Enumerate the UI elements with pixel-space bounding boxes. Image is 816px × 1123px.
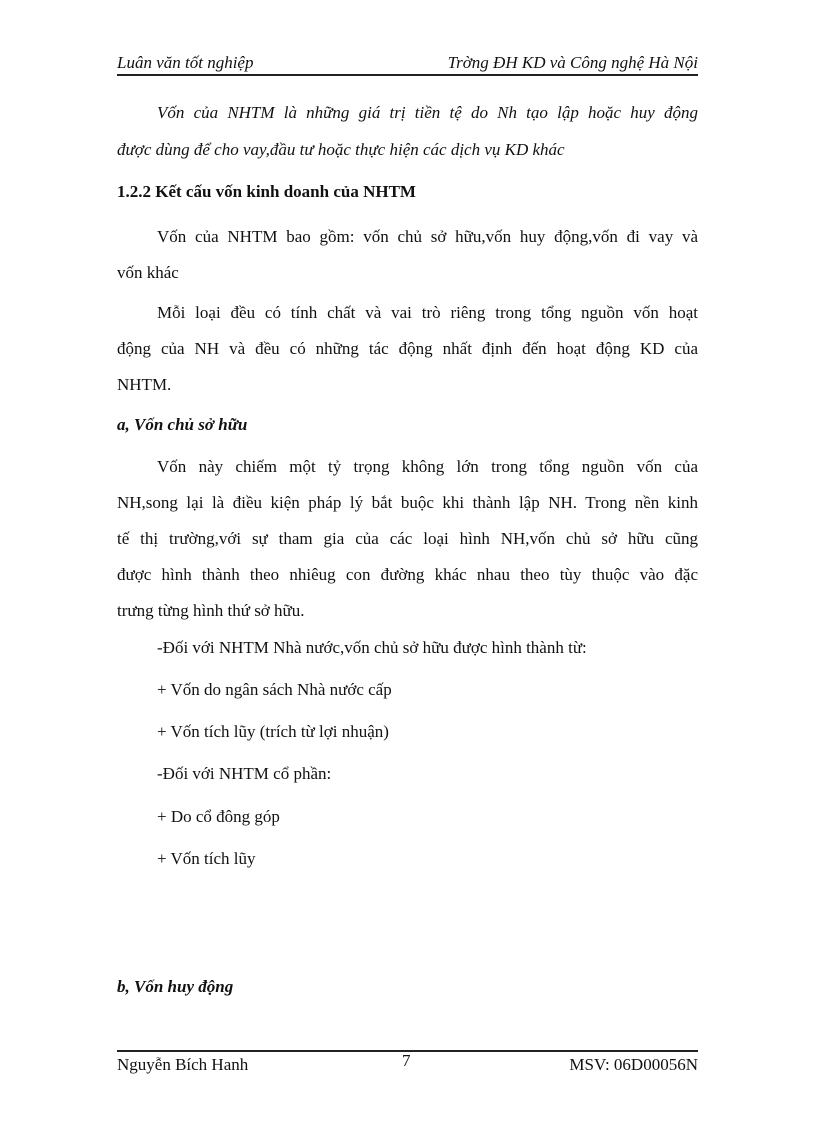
page-header	[117, 50, 698, 76]
footer-student-id: MSV: 06D00056N	[569, 1055, 698, 1074]
header-thesis-label: Luân văn tốt nghiệp	[117, 53, 254, 72]
header-university: Trờng ĐH KD và Công nghệ Hà Nội	[447, 53, 698, 72]
list-item-state-banks: -Đối với NHTM Nhà nước,vốn chủ sở hữu được hình thành từ:	[157, 638, 587, 657]
definition-line-1: Vốn của NHTM là những giá trị tiền tệ do Nh tạo lập hoặc huy động	[157, 103, 698, 122]
para1-line-1: Vốn của NHTM bao gồm: vốn chủ sở hữu,vốn huy động,vốn đi vay và	[157, 227, 698, 246]
para1-line-2: vốn khác	[117, 263, 179, 282]
list-item-accumulated: + Vốn tích lũy	[157, 849, 256, 868]
list-item-accumulated-profit: + Vốn tích lũy (trích từ lợi nhuận)	[157, 722, 389, 741]
subheading-b: b, Vốn huy động	[117, 977, 234, 996]
page-footer	[117, 1051, 698, 1077]
para2-line-1: Mỗi loại đều có tính chất và vai trò riêng trong tổng nguồn vốn hoạt	[157, 303, 698, 322]
definition-line-2: được dùng để cho vay,đầu tư hoặc thực hiện các dịch vụ KD khác	[117, 140, 565, 159]
para3-line-3: tế thị trường,với sự tham gia của các loại hình NH,vốn chủ sở hữu cũng	[117, 529, 698, 548]
list-item-joint-stock: -Đối với NHTM cổ phần:	[157, 764, 332, 783]
section-heading: 1.2.2 Kết cấu vốn kinh doanh của NHTM	[117, 182, 416, 201]
list-item-state-budget: + Vốn do ngân sách Nhà nước cấp	[157, 680, 392, 699]
subheading-a: a, Vốn chủ sở hữu	[117, 415, 248, 434]
list-item-shareholders: + Do cổ đông góp	[157, 807, 280, 826]
para3-line-1: Vốn này chiếm một tỷ trọng không lớn trong tổng nguồn vốn của	[157, 457, 698, 476]
para3-line-5: trưng từng hình thứ sở hữu.	[117, 601, 305, 620]
para2-line-2: động của NH và đều có những tác động nhất định đến hoạt động KD của	[117, 339, 698, 358]
para3-line-4: được hình thành theo nhiêug con đường khác nhau theo tùy thuộc vào đặc	[117, 565, 698, 584]
footer-author: Nguyễn Bích Hanh	[117, 1055, 249, 1074]
page-number: 7	[402, 1051, 411, 1070]
para2-line-3: NHTM.	[117, 375, 172, 394]
para3-line-2: NH,song lại là điều kiện pháp lý bắt buộc khi thành lập NH. Trong nền kinh	[117, 493, 698, 512]
